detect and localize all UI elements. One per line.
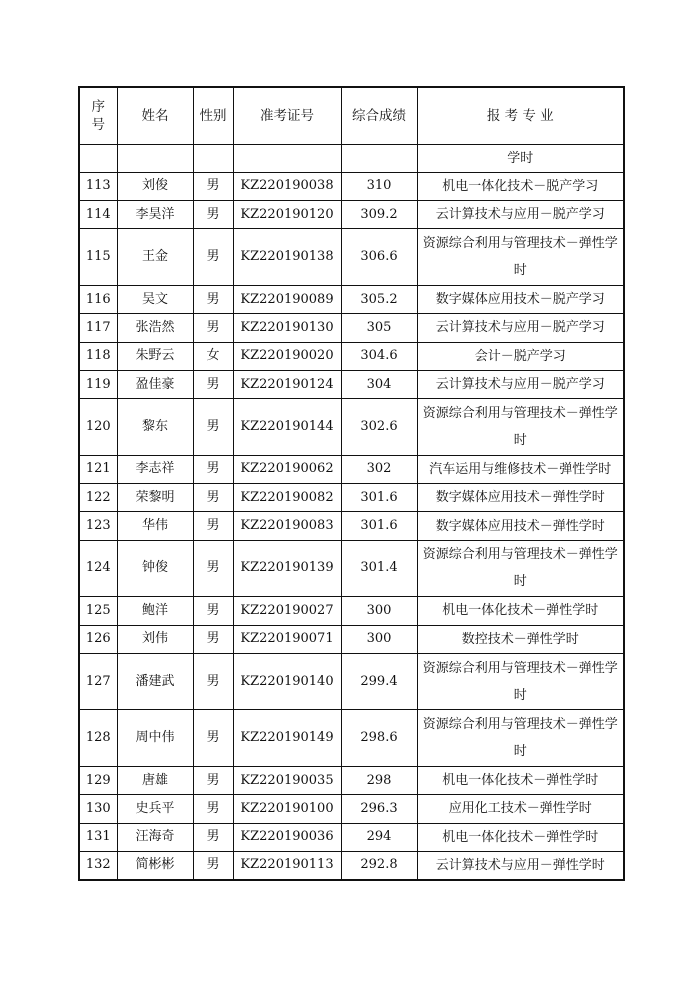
cell-major: 资源综合利用与管理技术－弹性学时 (417, 653, 624, 710)
header-score: 综合成绩 (341, 87, 417, 144)
table-row (79, 172, 624, 200)
header-gender: 性别 (193, 87, 233, 144)
cell-exam-id: KZ220190139 (233, 540, 341, 597)
cell-major: 学时 (417, 144, 624, 172)
cell-score: 309.2 (341, 201, 417, 229)
cell-exam-id: KZ220190027 (233, 597, 341, 625)
cell-name: 汪海奇 (117, 823, 193, 851)
cell-gender: 男 (193, 767, 233, 795)
cell-exam-id: KZ220190140 (233, 653, 341, 710)
cell-seq: 120 (79, 399, 117, 456)
cell-gender: 男 (193, 172, 233, 200)
cell-name: 刘俊 (117, 172, 193, 200)
cell-name: 李昊洋 (117, 201, 193, 229)
cell-gender: 男 (193, 795, 233, 823)
cell-gender: 男 (193, 625, 233, 653)
cell-score: 305.2 (341, 285, 417, 313)
table-row (79, 653, 624, 710)
cell-seq: 121 (79, 455, 117, 483)
cell-exam-id: KZ220190062 (233, 455, 341, 483)
cell-score: 300 (341, 625, 417, 653)
cell-gender: 男 (193, 512, 233, 540)
results-table (78, 86, 625, 881)
cell-seq: 115 (79, 229, 117, 286)
table-row (79, 201, 624, 229)
cell-exam-id: KZ220190020 (233, 342, 341, 370)
cell-name: 刘伟 (117, 625, 193, 653)
cell-gender: 男 (193, 285, 233, 313)
cell-exam-id (233, 144, 341, 172)
cell-score (341, 144, 417, 172)
table-row (79, 851, 624, 880)
cell-score: 305 (341, 314, 417, 342)
cell-seq: 128 (79, 710, 117, 767)
header-exam-id: 准考证号 (233, 87, 341, 144)
cell-major: 应用化工技术－弹性学时 (417, 795, 624, 823)
cell-exam-id: KZ220190130 (233, 314, 341, 342)
cell-score: 298 (341, 767, 417, 795)
cell-score: 292.8 (341, 851, 417, 880)
cell-seq: 131 (79, 823, 117, 851)
cell-gender: 男 (193, 851, 233, 880)
cell-gender: 女 (193, 342, 233, 370)
cell-seq: 118 (79, 342, 117, 370)
cell-seq: 132 (79, 851, 117, 880)
cell-score: 302 (341, 455, 417, 483)
table-row (79, 795, 624, 823)
cell-major: 数控技术－弹性学时 (417, 625, 624, 653)
cell-major: 机电一体化技术－弹性学时 (417, 767, 624, 795)
cell-seq: 113 (79, 172, 117, 200)
cell-exam-id: KZ220190036 (233, 823, 341, 851)
cell-exam-id: KZ220190082 (233, 484, 341, 512)
cell-name: 史兵平 (117, 795, 193, 823)
cell-score: 294 (341, 823, 417, 851)
cell-name: 简彬彬 (117, 851, 193, 880)
cell-gender: 男 (193, 540, 233, 597)
cell-seq: 117 (79, 314, 117, 342)
cell-major: 资源综合利用与管理技术－弹性学时 (417, 229, 624, 286)
cell-major: 云计算技术与应用－脱产学习 (417, 370, 624, 398)
cell-gender: 男 (193, 710, 233, 767)
cell-score: 301.6 (341, 484, 417, 512)
cell-gender: 男 (193, 653, 233, 710)
table-row (79, 342, 624, 370)
cell-major: 资源综合利用与管理技术－弹性学时 (417, 540, 624, 597)
cell-exam-id: KZ220190113 (233, 851, 341, 880)
cell-score: 306.6 (341, 229, 417, 286)
cell-seq: 126 (79, 625, 117, 653)
cell-name (117, 144, 193, 172)
header-seq: 序号 (79, 87, 117, 144)
cell-seq (79, 144, 117, 172)
cell-exam-id: KZ220190149 (233, 710, 341, 767)
cell-score: 301.6 (341, 512, 417, 540)
cell-name: 黎东 (117, 399, 193, 456)
cell-major: 数字媒体应用技术－弹性学时 (417, 512, 624, 540)
cell-major: 资源综合利用与管理技术－弹性学时 (417, 399, 624, 456)
cell-seq: 122 (79, 484, 117, 512)
table-row (79, 823, 624, 851)
cell-seq: 130 (79, 795, 117, 823)
cell-major: 机电一体化技术－脱产学习 (417, 172, 624, 200)
cell-score: 302.6 (341, 399, 417, 456)
cell-exam-id: KZ220190071 (233, 625, 341, 653)
cell-name: 荣黎明 (117, 484, 193, 512)
cell-major: 机电一体化技术－弹性学时 (417, 823, 624, 851)
cell-score: 299.4 (341, 653, 417, 710)
table-row (79, 767, 624, 795)
cell-score: 296.3 (341, 795, 417, 823)
cell-score: 304.6 (341, 342, 417, 370)
table-row (79, 710, 624, 767)
table-row (79, 285, 624, 313)
cell-exam-id: KZ220190138 (233, 229, 341, 286)
cell-name: 唐雄 (117, 767, 193, 795)
table-row (79, 597, 624, 625)
cell-exam-id: KZ220190035 (233, 767, 341, 795)
continuation-row (79, 144, 624, 172)
cell-major: 资源综合利用与管理技术－弹性学时 (417, 710, 624, 767)
cell-score: 304 (341, 370, 417, 398)
cell-gender: 男 (193, 399, 233, 456)
table-row (79, 540, 624, 597)
cell-seq: 124 (79, 540, 117, 597)
cell-seq: 119 (79, 370, 117, 398)
cell-name: 李志祥 (117, 455, 193, 483)
cell-seq: 123 (79, 512, 117, 540)
table-row (79, 625, 624, 653)
cell-name: 张浩然 (117, 314, 193, 342)
cell-seq: 125 (79, 597, 117, 625)
cell-major: 机电一体化技术－弹性学时 (417, 597, 624, 625)
table-row (79, 455, 624, 483)
cell-major: 云计算技术与应用－脱产学习 (417, 201, 624, 229)
cell-exam-id: KZ220190083 (233, 512, 341, 540)
cell-exam-id: KZ220190120 (233, 201, 341, 229)
cell-major: 会计－脱产学习 (417, 342, 624, 370)
table-row (79, 399, 624, 456)
cell-gender (193, 144, 233, 172)
cell-gender: 男 (193, 823, 233, 851)
cell-exam-id: KZ220190038 (233, 172, 341, 200)
cell-seq: 116 (79, 285, 117, 313)
cell-gender: 男 (193, 484, 233, 512)
cell-gender: 男 (193, 455, 233, 483)
cell-score: 298.6 (341, 710, 417, 767)
header-major: 报 考 专 业 (417, 87, 624, 144)
cell-gender: 男 (193, 370, 233, 398)
cell-exam-id: KZ220190089 (233, 285, 341, 313)
table-row (79, 229, 624, 286)
cell-major: 云计算技术与应用－脱产学习 (417, 314, 624, 342)
cell-score: 300 (341, 597, 417, 625)
cell-exam-id: KZ220190124 (233, 370, 341, 398)
cell-seq: 129 (79, 767, 117, 795)
table-row (79, 370, 624, 398)
cell-seq: 127 (79, 653, 117, 710)
cell-gender: 男 (193, 201, 233, 229)
table-row (79, 512, 624, 540)
cell-exam-id: KZ220190100 (233, 795, 341, 823)
cell-name: 华伟 (117, 512, 193, 540)
table-row (79, 484, 624, 512)
cell-seq: 114 (79, 201, 117, 229)
cell-name: 吴文 (117, 285, 193, 313)
cell-name: 潘建武 (117, 653, 193, 710)
cell-gender: 男 (193, 597, 233, 625)
cell-score: 301.4 (341, 540, 417, 597)
cell-gender: 男 (193, 229, 233, 286)
cell-major: 数字媒体应用技术－弹性学时 (417, 484, 624, 512)
header-row (79, 87, 624, 144)
cell-major: 数字媒体应用技术－脱产学习 (417, 285, 624, 313)
cell-name: 钟俊 (117, 540, 193, 597)
cell-exam-id: KZ220190144 (233, 399, 341, 456)
cell-major: 云计算技术与应用－弹性学时 (417, 851, 624, 880)
cell-gender: 男 (193, 314, 233, 342)
cell-name: 王金 (117, 229, 193, 286)
header-name: 姓名 (117, 87, 193, 144)
cell-name: 朱野云 (117, 342, 193, 370)
cell-major: 汽车运用与维修技术－弹性学时 (417, 455, 624, 483)
cell-name: 鲍洋 (117, 597, 193, 625)
cell-name: 盈佳豪 (117, 370, 193, 398)
table-row (79, 314, 624, 342)
cell-name: 周中伟 (117, 710, 193, 767)
cell-score: 310 (341, 172, 417, 200)
